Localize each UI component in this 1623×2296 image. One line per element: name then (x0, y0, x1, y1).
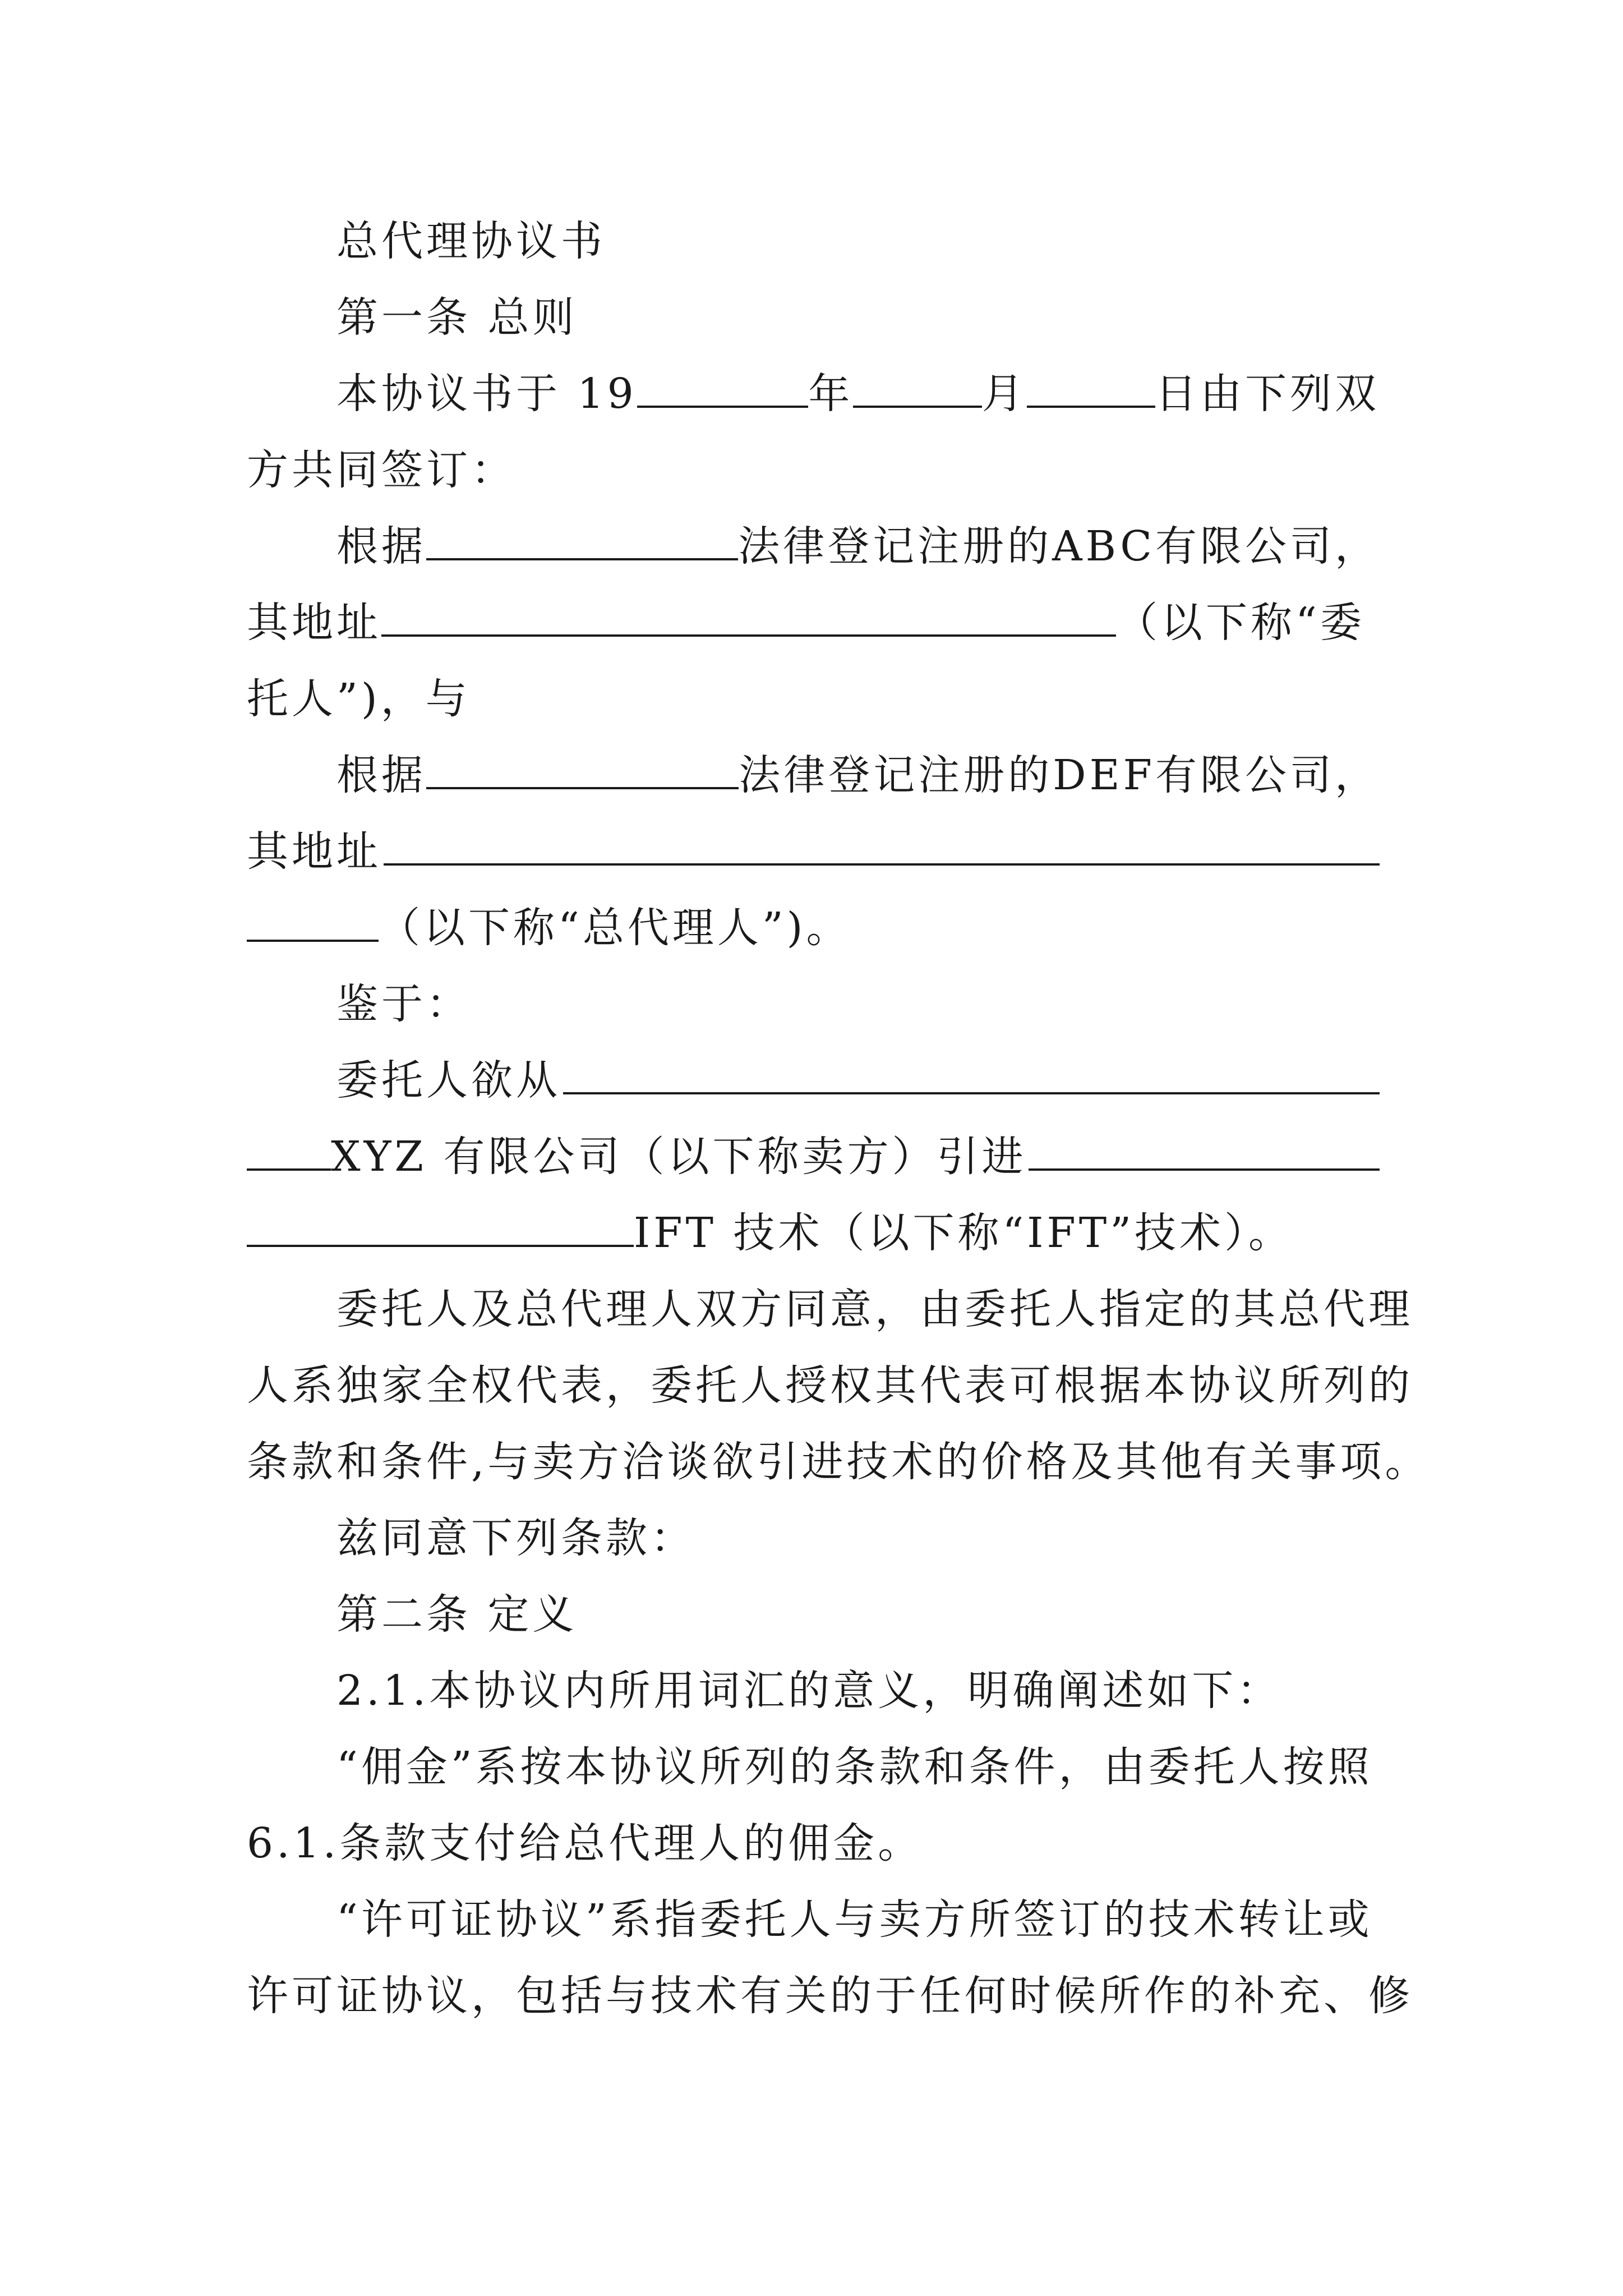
party-abc-line (336, 518, 1380, 574)
party-def-prefix: 根据 (336, 751, 426, 799)
party-def-address-blank-cont (247, 903, 379, 942)
definition-commission-line-1: “佣金”系按本协议所列的条款和条件，由委托人按照 (336, 1743, 1373, 1791)
party-def-law-blank (426, 750, 739, 789)
party-abc-address-prefix: 其地址 (247, 599, 381, 647)
intro-tech-blank (1029, 1131, 1380, 1171)
definition-license-line-1: “许可证协议”系指委托人与卖方所签订的技术转让或 (336, 1895, 1373, 1944)
month-label: 月 (981, 370, 1027, 418)
day-blank (1027, 369, 1155, 408)
intro-mid: XYZ 有限公司（以下称卖方）引进 (331, 1133, 1027, 1181)
party-def-line (336, 747, 1380, 803)
signing-prefix: 本协议书于 19 (336, 370, 637, 418)
party-abc-prefix: 根据 (336, 522, 426, 570)
intro-tech-blank-cont (247, 1208, 634, 1247)
party-abc-line-3: 托人”)，与 (247, 675, 471, 723)
intro-line-2 (247, 1129, 1380, 1185)
party-def-line3-suffix: （以下称“总代理人”)。 (379, 904, 851, 952)
party-abc-suffix: 法律登记注册的ABC有限公司， (738, 522, 1380, 570)
agree-para-line-2: 人系独家全权代表，委托人授权其代表可根据本协议所列的 (247, 1361, 1413, 1410)
intro-from-blank-cont (247, 1131, 331, 1171)
year-label: 年 (808, 370, 854, 418)
day-suffix: 日由下列双 (1155, 370, 1380, 418)
article-2-heading: 第二条 定义 (336, 1590, 578, 1639)
agree-terms-line: 兹同意下列条款： (336, 1514, 695, 1562)
definition-commission-line-2: 6.1.条款支付给总代理人的佣金。 (247, 1819, 923, 1867)
intro-prefix: 委托人欲从 (336, 1056, 561, 1105)
signing-date-line (336, 366, 1380, 422)
article-1-heading: 第一条 总则 (336, 293, 578, 342)
party-def-address-blank (384, 826, 1380, 866)
year-blank (637, 369, 809, 408)
document-title: 总代理协议书 (336, 217, 606, 265)
definition-intro: 2.1.本协议内所用词汇的意义，明确阐述如下： (336, 1667, 1282, 1715)
definition-license-line-2: 许可证协议，包括与技术有关的于任何时候所作的补充、修 (247, 1972, 1413, 2020)
party-def-address-line (247, 823, 1380, 880)
intro-line-1 (336, 1052, 1380, 1108)
signing-line-2: 方共同签订： (247, 446, 516, 494)
party-abc-law-blank (426, 521, 738, 560)
party-abc-address-blank (381, 597, 1116, 637)
party-abc-address-suffix: （以下称“委 (1116, 599, 1365, 647)
party-abc-address-line (247, 595, 1380, 651)
agree-para-line-1: 委托人及总代理人双方同意，由委托人指定的其总代理 (336, 1285, 1413, 1333)
agree-para-line-3: 条款和条件,与卖方洽谈欲引进技术的价格及其他有关事项。 (247, 1438, 1430, 1486)
whereas-heading: 鉴于： (336, 980, 471, 1028)
party-def-address-prefix: 其地址 (247, 827, 381, 876)
intro-suffix: IFT 技术（以下称“IFT”技术）。 (634, 1209, 1294, 1257)
month-blank (853, 369, 981, 408)
intro-from-blank (563, 1055, 1380, 1094)
party-def-line-3 (247, 900, 1380, 956)
party-def-suffix: 法律登记注册的DEF有限公司， (739, 751, 1380, 799)
intro-line-3 (247, 1205, 1380, 1261)
